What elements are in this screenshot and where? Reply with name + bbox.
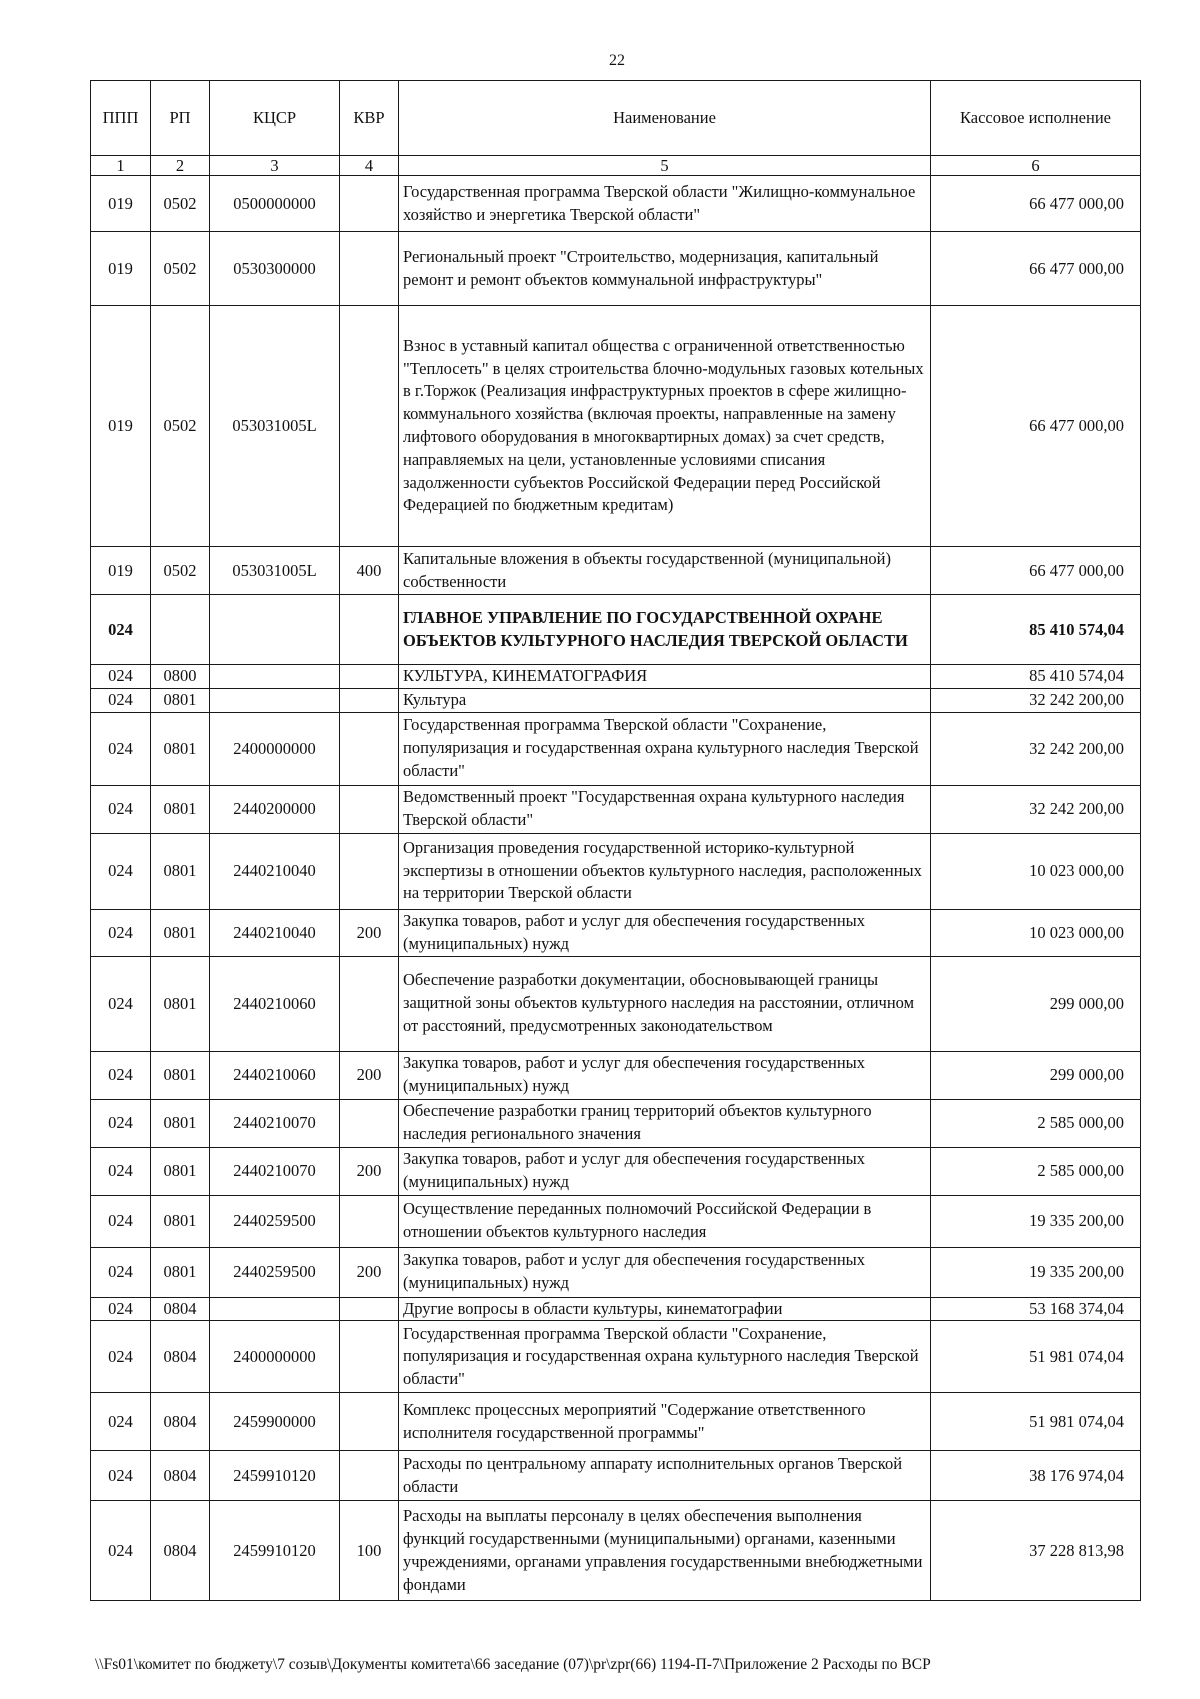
cell-amount: 2 585 000,00 [931,1147,1141,1195]
cell-rp: 0804 [151,1393,210,1451]
cell-rp [151,595,210,665]
cell-kcsr [210,688,340,712]
table-row [91,1147,1141,1195]
cell-amount: 38 176 974,04 [931,1451,1141,1501]
cell-ppp: 019 [91,232,151,306]
cell-kcsr [210,665,340,689]
header-row [91,81,1141,156]
cell-name: Закупка товаров, работ и услуг для обеспечения государственных (муниципальных) нужд [399,1247,931,1297]
cell-ppp: 024 [91,1051,151,1099]
cell-ppp: 024 [91,833,151,909]
cell-kcsr: 2440259500 [210,1247,340,1297]
budget-table [90,80,1141,1601]
cell-kvr [340,665,399,689]
cell-name: Комплекс процессных мероприятий "Содержание ответственного исполнителя государственной программы" [399,1393,931,1451]
cell-amount: 51 981 074,04 [931,1321,1141,1393]
cell-kcsr: 2440210070 [210,1147,340,1195]
cell-name: Закупка товаров, работ и услуг для обеспечения государственных (муниципальных) нужд [399,909,931,956]
table-row [91,1393,1141,1451]
cell-kcsr: 2440210060 [210,956,340,1051]
table-row [91,232,1141,306]
cell-ppp: 024 [91,1147,151,1195]
column-number-row [91,156,1141,176]
cell-ppp: 024 [91,1451,151,1501]
cell-kcsr: 2440210040 [210,833,340,909]
cell-name: Капитальные вложения в объекты государственной (муниципальной) собственности [399,547,931,595]
header-amount: Кассовое исполнение [931,81,1141,156]
cell-ppp: 024 [91,956,151,1051]
cell-kvr [340,956,399,1051]
cell-ppp: 024 [91,595,151,665]
cell-kvr [340,1195,399,1247]
cell-amount: 32 242 200,00 [931,785,1141,833]
cell-rp: 0804 [151,1297,210,1321]
header-kvr: КВР [340,81,399,156]
table-row [91,595,1141,665]
cell-name: Закупка товаров, работ и услуг для обеспечения государственных (муниципальных) нужд [399,1147,931,1195]
cell-kvr: 400 [340,547,399,595]
cell-ppp: 024 [91,909,151,956]
header-name: Наименование [399,81,931,156]
cell-name: Ведомственный проект "Государственная охрана культурного наследия Тверской области" [399,785,931,833]
cell-name: Обеспечение разработки границ территорий объектов культурного наследия регионального значения [399,1099,931,1147]
cell-name: Региональный проект "Строительство, модернизация, капитальный ремонт и ремонт объектов коммунальной инфраструктуры" [399,232,931,306]
cell-ppp: 019 [91,176,151,232]
cell-kvr: 200 [340,1051,399,1099]
cell-kvr [340,595,399,665]
cell-kcsr: 2400000000 [210,1321,340,1393]
table-row [91,688,1141,712]
cell-name: КУЛЬТУРА, КИНЕМАТОГРАФИЯ [399,665,931,689]
cell-rp: 0804 [151,1451,210,1501]
cell-kvr [340,1451,399,1501]
cell-rp: 0801 [151,785,210,833]
table-row [91,1099,1141,1147]
cell-rp: 0801 [151,1051,210,1099]
table-row [91,909,1141,956]
cell-kvr [340,833,399,909]
header-rp: РП [151,81,210,156]
cell-rp: 0502 [151,306,210,547]
cell-name: Закупка товаров, работ и услуг для обеспечения государственных (муниципальных) нужд [399,1051,931,1099]
cell-ppp: 019 [91,547,151,595]
cell-rp: 0502 [151,547,210,595]
cell-rp: 0804 [151,1321,210,1393]
cell-amount: 66 477 000,00 [931,547,1141,595]
table-row [91,665,1141,689]
cell-kcsr: 2459900000 [210,1393,340,1451]
cell-ppp: 024 [91,1195,151,1247]
cell-kcsr: 2440210060 [210,1051,340,1099]
cell-kvr [340,1297,399,1321]
header-kcsr: КЦСР [210,81,340,156]
cell-rp: 0801 [151,1099,210,1147]
cell-rp: 0801 [151,1195,210,1247]
cell-kvr [340,306,399,547]
cell-amount: 10 023 000,00 [931,833,1141,909]
cell-kcsr: 0500000000 [210,176,340,232]
cell-kvr: 100 [340,1501,399,1601]
cell-kvr [340,712,399,785]
cell-amount: 51 981 074,04 [931,1393,1141,1451]
table-row [91,1247,1141,1297]
cell-kcsr: 2459910120 [210,1451,340,1501]
cell-amount: 37 228 813,98 [931,1501,1141,1601]
cell-name: Государственная программа Тверской области "Сохранение, популяризация и государственная охрана культурного наследия Тверской области" [399,712,931,785]
cell-amount: 19 335 200,00 [931,1195,1141,1247]
cell-name: Взнос в уставный капитал общества с ограниченной ответственностью "Теплосеть" в целях строительства блочно-модульных газовых котельных в г.Торжок (Реализация инфраструктурных проектов в сфере жилищно-коммунального хозяйства (включая проекты, направленные на замену лифтового оборудования в многоквартирных домах) за счет средств, направляемых на цели, установленные условиями списания задолженности субъектов Российской Федерации перед Российской Федерацией по бюджетным кредитам) [399,306,931,547]
cell-amount: 299 000,00 [931,956,1141,1051]
cell-amount: 10 023 000,00 [931,909,1141,956]
cell-kvr: 200 [340,1147,399,1195]
cell-ppp: 024 [91,1501,151,1601]
page-number: 22 [609,52,625,69]
table-row [91,785,1141,833]
cell-rp: 0801 [151,712,210,785]
cell-rp: 0801 [151,909,210,956]
table-row [91,956,1141,1051]
cell-kvr [340,1393,399,1451]
cell-amount: 19 335 200,00 [931,1247,1141,1297]
column-number: 5 [399,156,931,176]
column-number: 2 [151,156,210,176]
cell-kvr [340,785,399,833]
cell-ppp: 024 [91,1099,151,1147]
cell-rp: 0801 [151,1147,210,1195]
cell-kcsr: 2440210040 [210,909,340,956]
cell-kcsr: 2440200000 [210,785,340,833]
footer-file-path: \\Fs01\комитет по бюджету\7 созыв\Документы комитета\66 заседание (07)\pr\zpr(66) 1194-П-7\Приложение 2 Расходы по ВСР [95,1656,931,1673]
column-number: 3 [210,156,340,176]
table-row [91,1195,1141,1247]
cell-amount: 66 477 000,00 [931,306,1141,547]
cell-amount: 66 477 000,00 [931,232,1141,306]
table-row [91,712,1141,785]
cell-name: Обеспечение разработки документации, обосновывающей границы защитной зоны объектов культурного наследия на расстоянии, отличном от расстояний, предусмотренных законодательством [399,956,931,1051]
cell-kvr [340,1099,399,1147]
cell-amount: 2 585 000,00 [931,1099,1141,1147]
cell-kcsr: 2400000000 [210,712,340,785]
cell-name: Государственная программа Тверской области "Сохранение, популяризация и государственная охрана культурного наследия Тверской области" [399,1321,931,1393]
cell-ppp: 024 [91,712,151,785]
cell-ppp: 024 [91,1247,151,1297]
cell-ppp: 024 [91,1393,151,1451]
cell-kcsr: 053031005L [210,306,340,547]
cell-kvr [340,688,399,712]
cell-rp: 0801 [151,833,210,909]
cell-amount: 32 242 200,00 [931,712,1141,785]
cell-amount: 299 000,00 [931,1051,1141,1099]
table-row [91,1451,1141,1501]
cell-amount: 66 477 000,00 [931,176,1141,232]
column-number: 6 [931,156,1141,176]
cell-kvr: 200 [340,909,399,956]
table-row [91,833,1141,909]
cell-ppp: 024 [91,785,151,833]
column-number: 1 [91,156,151,176]
cell-ppp: 019 [91,306,151,547]
table-row [91,1297,1141,1321]
cell-rp: 0804 [151,1501,210,1601]
cell-kvr [340,232,399,306]
cell-kcsr: 2440259500 [210,1195,340,1247]
cell-rp: 0801 [151,1247,210,1297]
cell-amount: 32 242 200,00 [931,688,1141,712]
table-row [91,176,1141,232]
cell-name: Культура [399,688,931,712]
cell-kcsr [210,595,340,665]
cell-ppp: 024 [91,1297,151,1321]
table-row [91,547,1141,595]
cell-rp: 0502 [151,232,210,306]
header-ppp: ППП [91,81,151,156]
cell-kcsr [210,1297,340,1321]
cell-name: Расходы по центральному аппарату исполнительных органов Тверской области [399,1451,931,1501]
table-row [91,1321,1141,1393]
cell-kvr [340,1321,399,1393]
cell-name: ГЛАВНОЕ УПРАВЛЕНИЕ ПО ГОСУДАРСТВЕННОЙ ОХРАНЕ ОБЪЕКТОВ КУЛЬТУРНОГО НАСЛЕДИЯ ТВЕРСКОЙ ОБЛАСТИ [399,595,931,665]
cell-name: Государственная программа Тверской области "Жилищно-коммунальное хозяйство и энергетика Тверской области" [399,176,931,232]
cell-name: Другие вопросы в области культуры, кинематографии [399,1297,931,1321]
cell-ppp: 024 [91,665,151,689]
cell-amount: 85 410 574,04 [931,665,1141,689]
cell-kcsr: 2440210070 [210,1099,340,1147]
cell-name: Организация проведения государственной историко-культурной экспертизы в отношении объектов культурного наследия, расположенных на территории Тверской области [399,833,931,909]
cell-amount: 53 168 374,04 [931,1297,1141,1321]
cell-kvr: 200 [340,1247,399,1297]
cell-rp: 0801 [151,956,210,1051]
cell-name: Осуществление переданных полномочий Российской Федерации в отношении объектов культурного наследия [399,1195,931,1247]
cell-kvr [340,176,399,232]
cell-kcsr: 2459910120 [210,1501,340,1601]
cell-kcsr: 0530300000 [210,232,340,306]
cell-name: Расходы на выплаты персоналу в целях обеспечения выполнения функций государственными (муниципальными) органами, казенными учреждениями, органами управления государственными внебюджетными фондами [399,1501,931,1601]
cell-amount: 85 410 574,04 [931,595,1141,665]
cell-rp: 0502 [151,176,210,232]
cell-rp: 0801 [151,688,210,712]
cell-kcsr: 053031005L [210,547,340,595]
column-number: 4 [340,156,399,176]
cell-rp: 0800 [151,665,210,689]
cell-ppp: 024 [91,688,151,712]
cell-ppp: 024 [91,1321,151,1393]
table-row [91,306,1141,547]
table-row [91,1051,1141,1099]
table-row [91,1501,1141,1601]
